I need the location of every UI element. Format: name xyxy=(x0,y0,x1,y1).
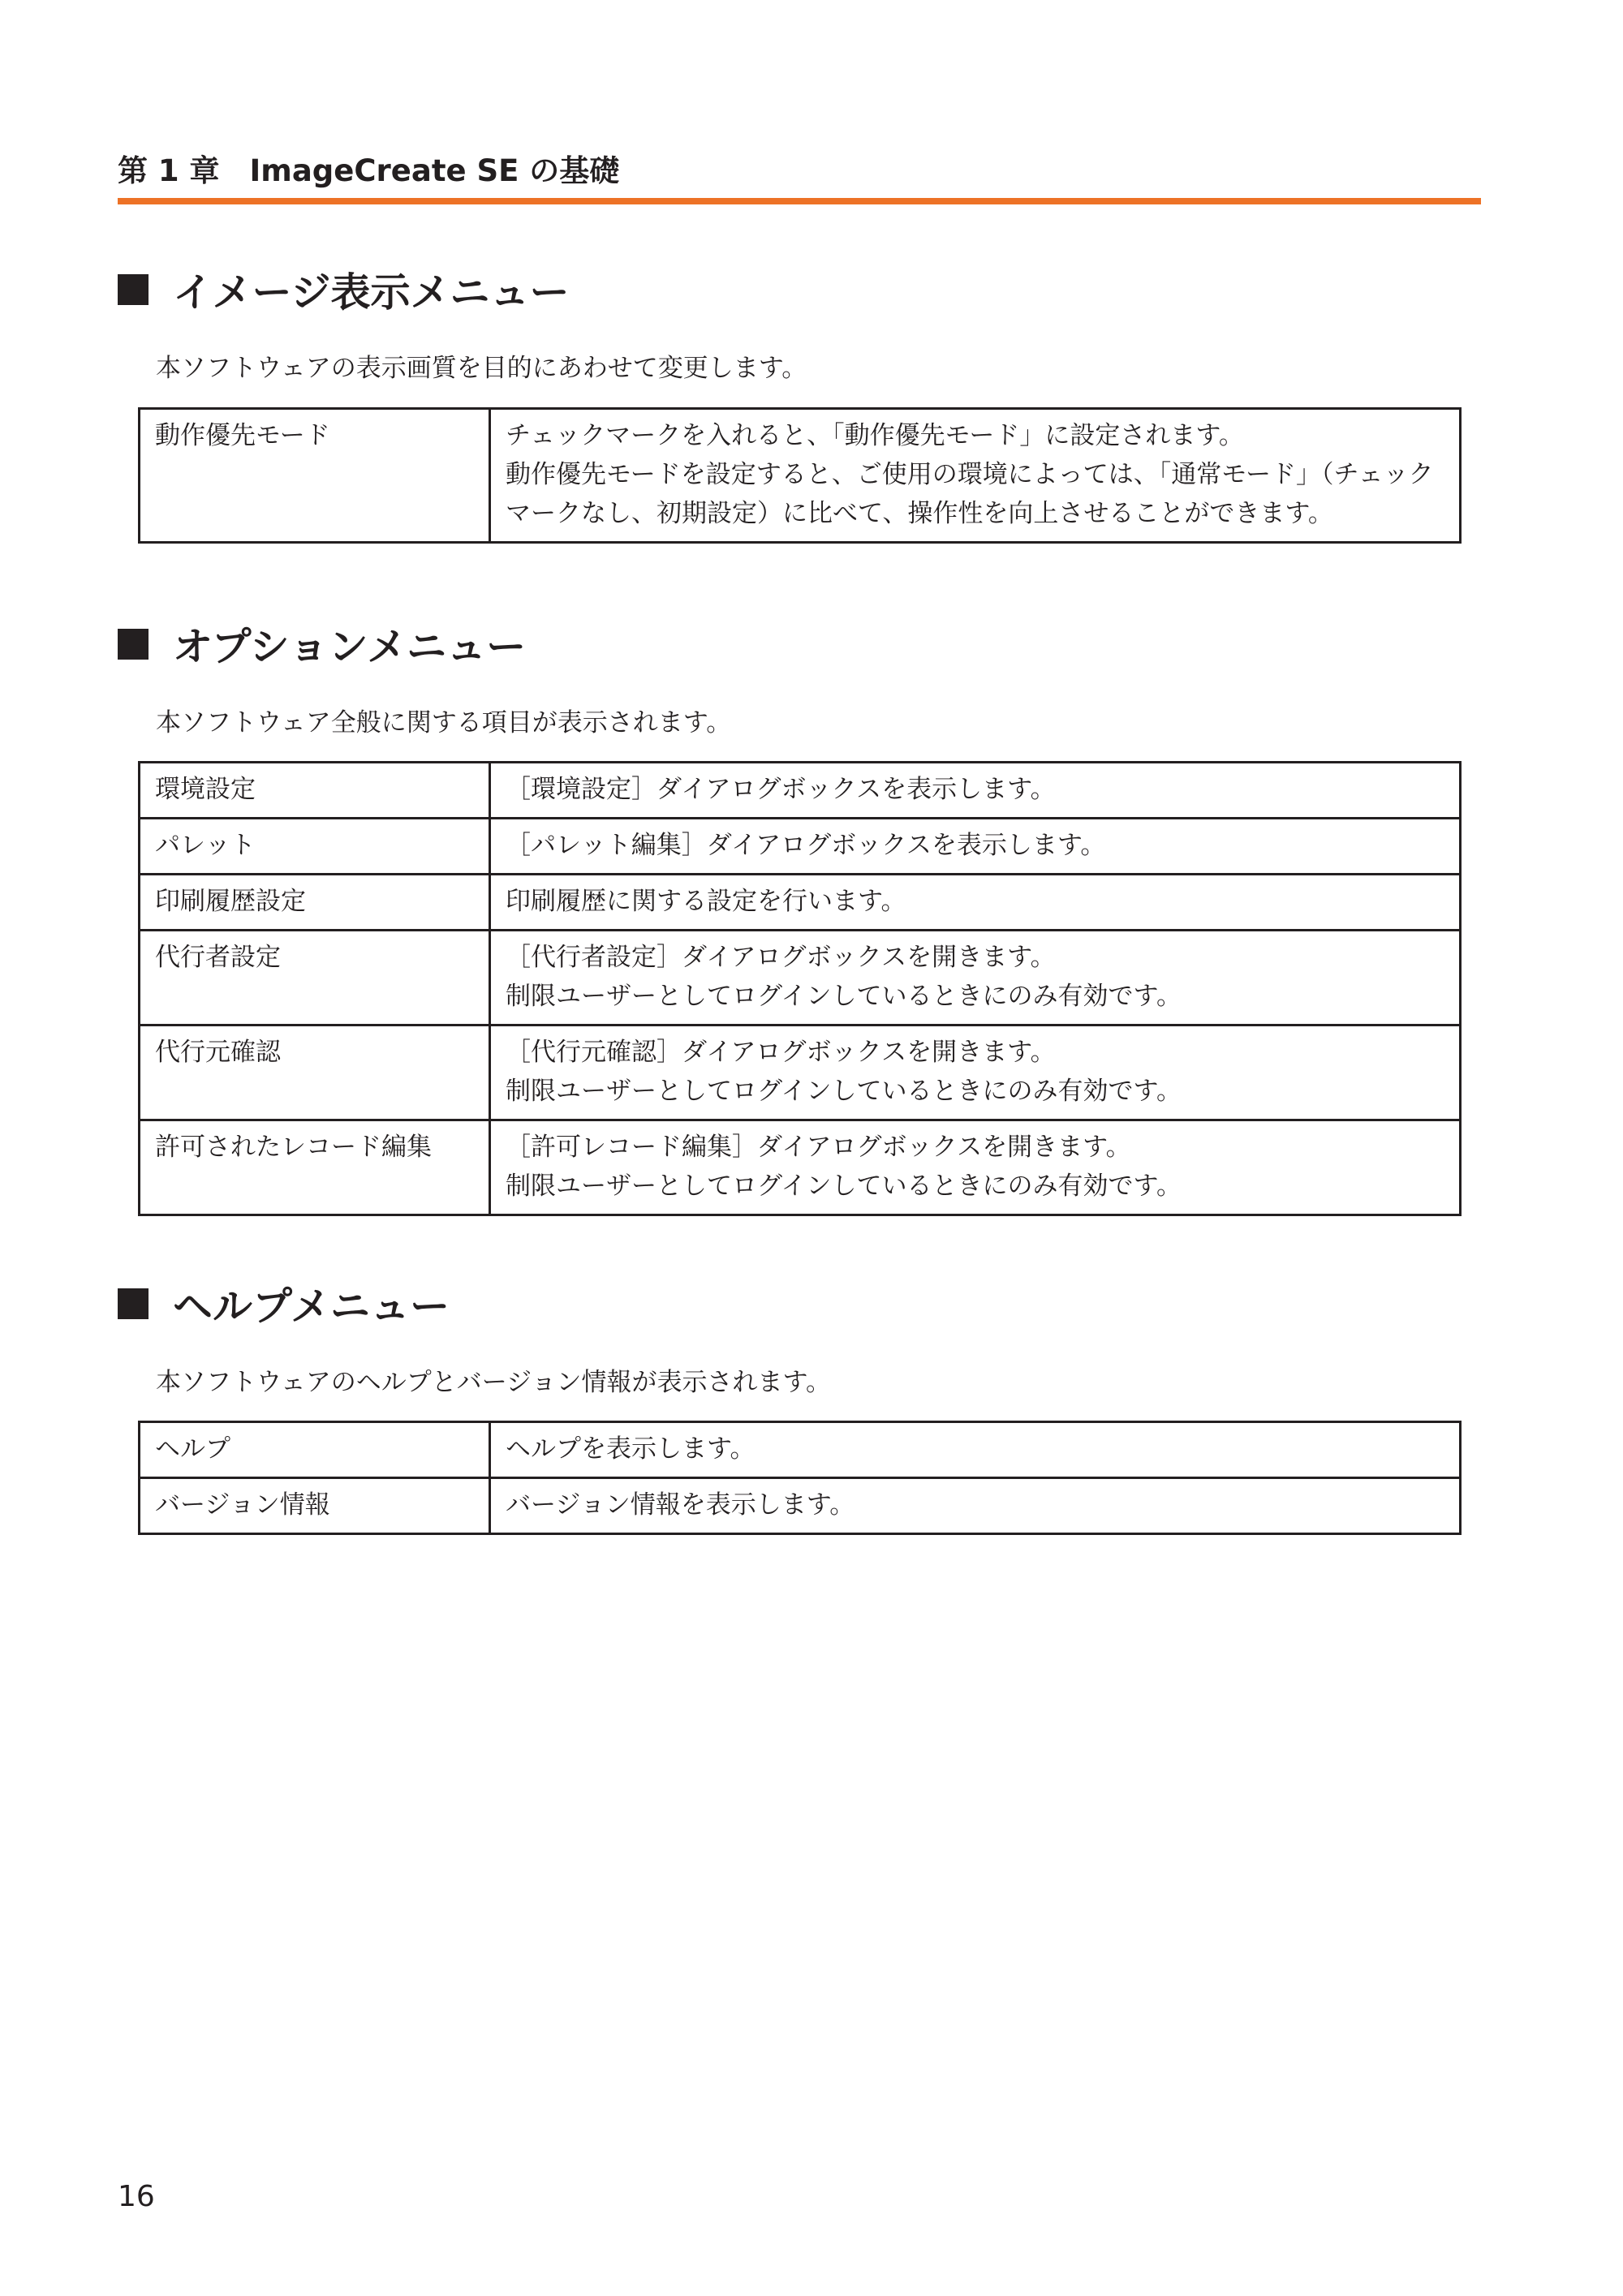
table-row xyxy=(140,409,1461,543)
menu-item-cell xyxy=(140,409,490,543)
menu-item-cell xyxy=(140,1025,490,1120)
menu-item-cell xyxy=(140,1422,490,1478)
black-square-icon xyxy=(118,274,149,305)
menu-description-cell xyxy=(490,875,1461,931)
black-square-icon xyxy=(118,629,149,660)
description-line: ［環境設定］ダイアログボックスを表示します。 xyxy=(506,775,1056,804)
description-line: ［パレット編集］ダイアログボックスを表示します。 xyxy=(506,831,1106,860)
menu-description-cell xyxy=(490,409,1461,543)
menu-description-cell xyxy=(490,1478,1461,1534)
section-option-menu xyxy=(118,616,1481,739)
description-line: ［許可レコード編集］ダイアログボックスを開きます。 xyxy=(506,1133,1131,1162)
menu-item-name: 動作優先モード xyxy=(155,421,330,450)
menu-item-name: パレット xyxy=(155,831,256,860)
menu-description-cell xyxy=(490,763,1461,819)
description-line: 動作優先モードを設定すると、ご使用の環境によっては、「通常モード」（チェック xyxy=(506,460,1434,489)
menu-item-cell xyxy=(140,1478,490,1534)
option-menu-table xyxy=(138,761,1462,1216)
section-help-menu xyxy=(118,1275,1481,1399)
menu-item-name: 代行元確認 xyxy=(155,1038,281,1067)
menu-description-cell xyxy=(490,1422,1461,1478)
section-heading-text: ヘルプメニュー xyxy=(173,1283,450,1330)
table-row xyxy=(140,875,1461,931)
menu-item-cell xyxy=(140,763,490,819)
description-line: ヘルプを表示します。 xyxy=(506,1434,756,1464)
menu-item-name: ヘルプ xyxy=(155,1434,230,1464)
menu-item-name: 印刷履歴設定 xyxy=(155,887,306,916)
menu-item-cell xyxy=(140,875,490,931)
description-line: 制限ユーザーとしてログインしているときにのみ有効です。 xyxy=(506,1077,1182,1106)
description-line: ［代行元確認］ダイアログボックスを開きます。 xyxy=(506,1038,1056,1067)
description-line: 制限ユーザーとしてログインしているときにのみ有効です。 xyxy=(506,982,1182,1011)
menu-description-cell xyxy=(490,1025,1461,1120)
section-description: 本ソフトウェア全般に関する項目が表示されます。 xyxy=(156,708,732,737)
menu-item-name: バージョン情報 xyxy=(155,1490,330,1520)
menu-item-cell xyxy=(140,931,490,1025)
table-row xyxy=(140,819,1461,875)
description-line: 印刷履歴に関する設定を行います。 xyxy=(506,887,906,916)
section-heading-text: オプションメニュー xyxy=(173,624,527,670)
menu-description-cell xyxy=(490,819,1461,875)
chapter-divider xyxy=(118,198,1481,204)
black-square-icon xyxy=(118,1288,149,1319)
table-row xyxy=(140,1478,1461,1534)
menu-item-cell xyxy=(140,1120,490,1215)
description-line: マークなし、初期設定）に比べて、操作性を向上させることができます。 xyxy=(506,499,1333,528)
section-heading xyxy=(118,1275,1481,1332)
description-line: 制限ユーザーとしてログインしているときにのみ有効です。 xyxy=(506,1172,1182,1201)
table-row xyxy=(140,931,1461,1025)
table-row xyxy=(140,763,1461,819)
image-display-menu-table xyxy=(138,407,1462,544)
chapter-title: 第 1 章 ImageCreate SE の基礎 xyxy=(118,153,620,188)
table-row xyxy=(140,1025,1461,1120)
help-menu-table xyxy=(138,1421,1462,1535)
menu-description-cell xyxy=(490,1120,1461,1215)
description-line: ［代行者設定］ダイアログボックスを開きます。 xyxy=(506,943,1056,972)
table-row xyxy=(140,1422,1461,1478)
menu-item-name: 許可されたレコード編集 xyxy=(155,1133,432,1162)
section-description: 本ソフトウェアの表示画質を目的にあわせて変更します。 xyxy=(156,354,807,383)
table-row xyxy=(140,1120,1461,1215)
page-number: 16 xyxy=(118,2180,155,2213)
section-description: 本ソフトウェアのヘルプとバージョン情報が表示されます。 xyxy=(156,1368,832,1397)
menu-item-name: 代行者設定 xyxy=(155,943,281,972)
description-line: バージョン情報を表示します。 xyxy=(506,1490,855,1520)
section-image-display-menu xyxy=(118,261,1481,385)
section-heading xyxy=(118,261,1481,318)
description-line: チェックマークを入れると、「動作優先モード」に設定されます。 xyxy=(506,421,1244,450)
menu-item-cell xyxy=(140,819,490,875)
section-heading xyxy=(118,616,1481,673)
section-heading-text: イメージ表示メニュー xyxy=(173,269,570,316)
menu-description-cell xyxy=(490,931,1461,1025)
menu-item-name: 環境設定 xyxy=(155,775,256,804)
